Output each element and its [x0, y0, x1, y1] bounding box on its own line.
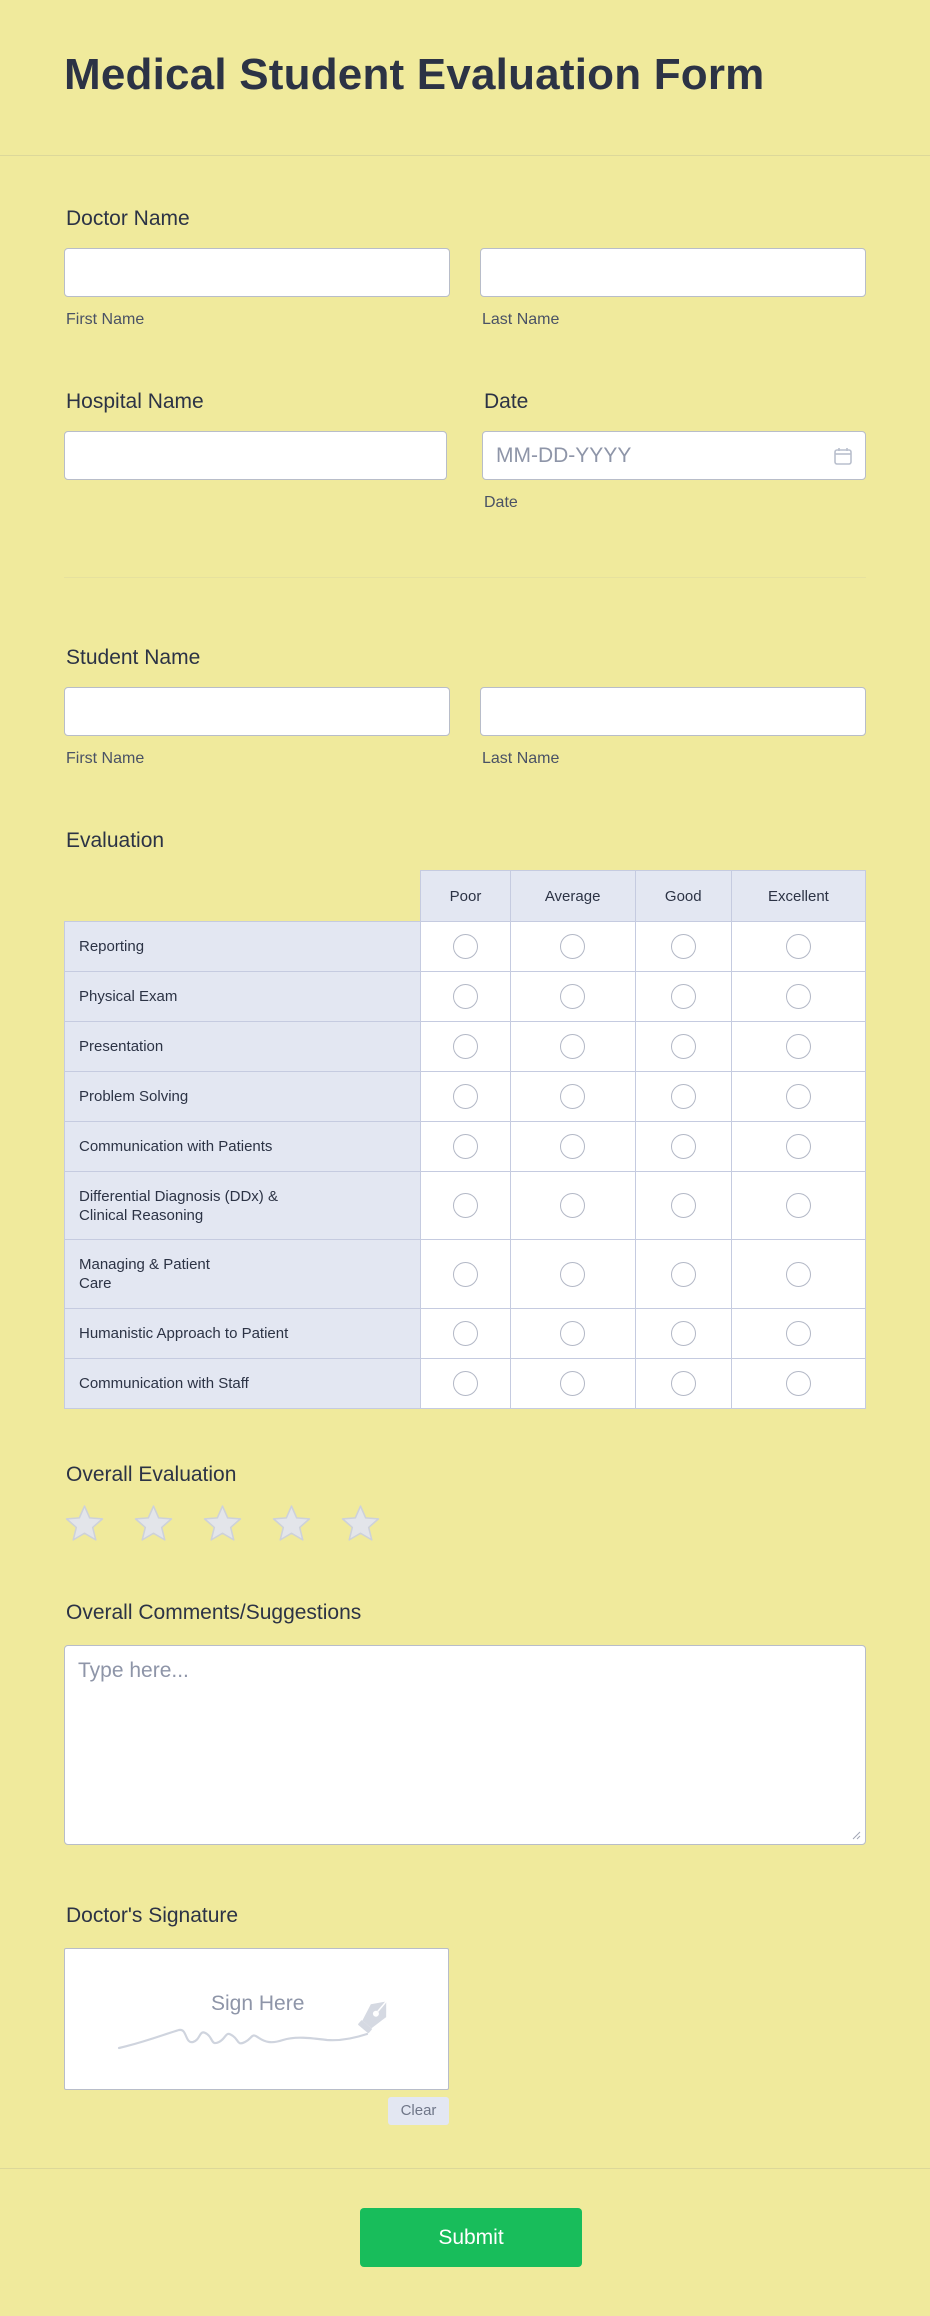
radio-excellent[interactable] [786, 1034, 811, 1059]
matrix-cell [635, 972, 731, 1022]
doctor-last-name-input[interactable] [480, 248, 866, 297]
radio-average[interactable] [560, 1321, 585, 1346]
matrix-cell [635, 1309, 731, 1359]
calendar-icon[interactable] [833, 446, 853, 466]
student-name-label: Student Name [66, 646, 201, 669]
radio-poor[interactable] [453, 1262, 478, 1287]
matrix-row [65, 1359, 866, 1409]
signature-label: Doctor's Signature [66, 1904, 239, 1927]
matrix-cell [731, 1240, 865, 1309]
matrix-cell [635, 1172, 731, 1240]
overall-evaluation-label: Overall Evaluation [66, 1463, 237, 1486]
matrix-cell [731, 1172, 865, 1240]
matrix-cell [510, 1122, 635, 1172]
comments-textarea[interactable] [64, 1645, 866, 1845]
header-divider [0, 155, 930, 156]
doctor-first-name-sublabel: First Name [66, 311, 145, 328]
form-title: Medical Student Evaluation Form [64, 50, 765, 99]
footer-divider [0, 2168, 930, 2169]
matrix-cell [731, 1359, 865, 1409]
resize-handle-icon[interactable] [851, 1830, 861, 1840]
radio-poor[interactable] [453, 1084, 478, 1109]
matrix-cell [421, 1309, 510, 1359]
clear-signature-button[interactable]: Clear [388, 2097, 449, 2125]
matrix-cell [731, 922, 865, 972]
matrix-cell [635, 1359, 731, 1409]
radio-average[interactable] [560, 1034, 585, 1059]
hospital-name-label: Hospital Name [66, 390, 204, 413]
radio-good[interactable] [671, 1371, 696, 1396]
radio-good[interactable] [671, 934, 696, 959]
radio-poor[interactable] [453, 1193, 478, 1218]
matrix-cell [510, 922, 635, 972]
radio-poor[interactable] [453, 1134, 478, 1159]
matrix-cell [635, 1022, 731, 1072]
radio-excellent[interactable] [786, 984, 811, 1009]
star-icon[interactable] [133, 1503, 174, 1544]
radio-good[interactable] [671, 1321, 696, 1346]
star-icon[interactable] [271, 1503, 312, 1544]
comments-placeholder: Type here... [78, 1659, 189, 1682]
matrix-row-label: Presentation [65, 1022, 421, 1072]
doctor-first-name-input[interactable] [64, 248, 450, 297]
radio-poor[interactable] [453, 984, 478, 1009]
matrix-cell [635, 1122, 731, 1172]
matrix-cell [635, 1240, 731, 1309]
column-header-average: Average [510, 871, 635, 922]
date-sublabel: Date [484, 494, 518, 511]
column-header-good: Good [635, 871, 731, 922]
matrix-cell [510, 1359, 635, 1409]
matrix-cell [510, 1172, 635, 1240]
matrix-cell [731, 1022, 865, 1072]
section-divider [64, 577, 866, 578]
student-first-name-input[interactable] [64, 687, 450, 736]
radio-good[interactable] [671, 1034, 696, 1059]
matrix-row [65, 1072, 866, 1122]
submit-button[interactable]: Submit [360, 2208, 582, 2267]
star-rating [64, 1503, 381, 1544]
radio-average[interactable] [560, 934, 585, 959]
radio-excellent[interactable] [786, 1371, 811, 1396]
student-first-name-sublabel: First Name [66, 750, 145, 767]
date-input[interactable] [482, 431, 866, 480]
matrix-row [65, 1022, 866, 1072]
evaluation-label: Evaluation [66, 829, 165, 852]
radio-excellent[interactable] [786, 1262, 811, 1287]
radio-average[interactable] [560, 1193, 585, 1218]
radio-average[interactable] [560, 1371, 585, 1396]
matrix-row [65, 1172, 866, 1240]
signature-prompt: Sign Here [211, 1992, 305, 2015]
matrix-cell [421, 1122, 510, 1172]
star-icon[interactable] [202, 1503, 243, 1544]
matrix-cell [421, 1072, 510, 1122]
radio-poor[interactable] [453, 1371, 478, 1396]
radio-poor[interactable] [453, 1321, 478, 1346]
signature-pad[interactable] [64, 1948, 449, 2090]
matrix-cell [421, 922, 510, 972]
doctor-last-name-sublabel: Last Name [482, 311, 560, 328]
matrix-row [65, 1240, 866, 1309]
radio-average[interactable] [560, 1084, 585, 1109]
matrix-cell [731, 1309, 865, 1359]
matrix-row-label: Physical Exam [65, 972, 421, 1022]
radio-good[interactable] [671, 1193, 696, 1218]
radio-good[interactable] [671, 1134, 696, 1159]
matrix-row-label: Differential Diagnosis (DDx) & Clinical Reasoning [65, 1172, 421, 1240]
matrix-cell [421, 1172, 510, 1240]
matrix-cell [510, 1240, 635, 1309]
matrix-row-label: Humanistic Approach to Patient [65, 1309, 421, 1359]
radio-average[interactable] [560, 1262, 585, 1287]
doctor-name-label: Doctor Name [66, 207, 190, 230]
comments-label: Overall Comments/Suggestions [66, 1601, 362, 1624]
matrix-cell [635, 1072, 731, 1122]
matrix-cell [635, 922, 731, 972]
matrix-corner [65, 871, 421, 922]
matrix-row-label: Communication with Staff [65, 1359, 421, 1409]
date-placeholder: MM-DD-YYYY [496, 444, 632, 467]
matrix-cell [510, 1022, 635, 1072]
radio-excellent[interactable] [786, 1084, 811, 1109]
matrix-cell [510, 1072, 635, 1122]
radio-poor[interactable] [453, 934, 478, 959]
radio-average[interactable] [560, 984, 585, 1009]
matrix-row-label: Communication with Patients [65, 1122, 421, 1172]
radio-good[interactable] [671, 984, 696, 1009]
matrix-row-label: Problem Solving [65, 1072, 421, 1122]
matrix-row [65, 922, 866, 972]
radio-poor[interactable] [453, 1034, 478, 1059]
column-header-excellent: Excellent [731, 871, 865, 922]
radio-excellent[interactable] [786, 1321, 811, 1346]
matrix-cell [731, 1122, 865, 1172]
matrix-cell [731, 1072, 865, 1122]
student-last-name-input[interactable] [480, 687, 866, 736]
pen-nib-icon [351, 1993, 397, 2039]
radio-excellent[interactable] [786, 934, 811, 959]
matrix-cell [510, 972, 635, 1022]
radio-average[interactable] [560, 1134, 585, 1159]
student-last-name-sublabel: Last Name [482, 750, 560, 767]
column-header-poor: Poor [421, 871, 510, 922]
matrix-cell [421, 1240, 510, 1309]
hospital-name-input[interactable] [64, 431, 447, 480]
evaluation-matrix [64, 870, 866, 1409]
matrix-row [65, 972, 866, 1022]
radio-excellent[interactable] [786, 1193, 811, 1218]
matrix-row [65, 1122, 866, 1172]
matrix-cell [421, 1022, 510, 1072]
matrix-row [65, 1309, 866, 1359]
radio-good[interactable] [671, 1262, 696, 1287]
matrix-cell [421, 972, 510, 1022]
matrix-row-label: Reporting [65, 922, 421, 972]
star-icon[interactable] [64, 1503, 105, 1544]
matrix-row-label: Managing & Patient Care [65, 1240, 421, 1309]
matrix-cell [731, 972, 865, 1022]
star-icon[interactable] [340, 1503, 381, 1544]
date-label: Date [484, 390, 529, 413]
radio-good[interactable] [671, 1084, 696, 1109]
radio-excellent[interactable] [786, 1134, 811, 1159]
matrix-cell [421, 1359, 510, 1409]
matrix-cell [510, 1309, 635, 1359]
